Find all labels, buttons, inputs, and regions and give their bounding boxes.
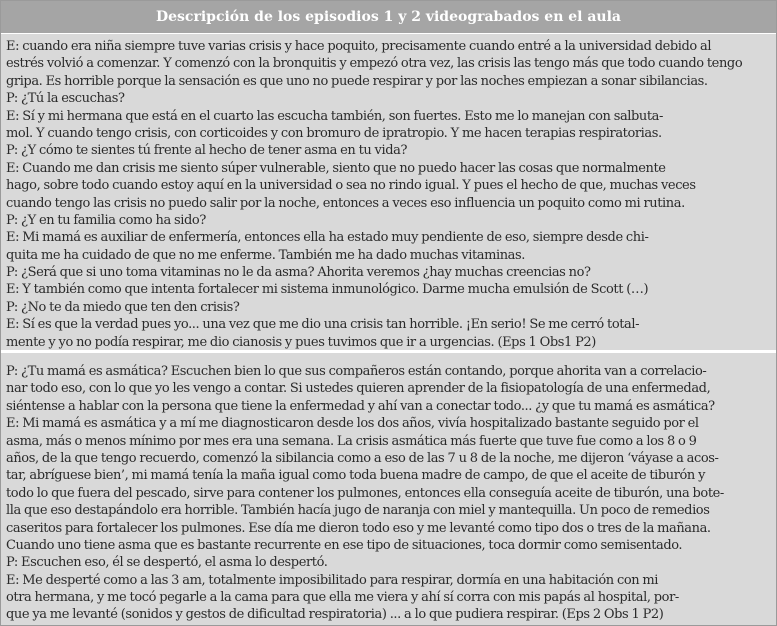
transcript-line: que ya me levanté (sonidos y gestos de dificultad respiratoria) ... a lo que pudiera respirar. (Eps 2 Obs 1 P2) [6, 607, 664, 623]
transcript-line: P: ¿Tú la escuchas? [6, 91, 125, 107]
transcript-line: mol. Y cuando tengo crisis, con corticoides y con bromuro de ipratropio. Y me hacen terapias respiratorias. [6, 125, 662, 141]
transcript-line: P: ¿Y en tu familia como ha sido? [6, 212, 206, 228]
table-header-title: Descripción de los episodios 1 y 2 videograbados en el aula [1, 1, 776, 34]
transcript-line: E: Sí y mi hermana que está en el cuarto las escucha también, son fuertes. Esto me lo manejan con salbuta- [6, 108, 663, 124]
transcript-line: mente y yo no podía respirar, me dio cianosis y pues tuvimos que ir a urgencias. (Eps 1 Obs1 P2) [6, 334, 596, 350]
transcript-line: E: Cuando me dan crisis me siento súper vulnerable, siento que no puedo hacer las cosas que normalmente [6, 160, 666, 176]
transcript-line: otra hermana, y me tocó pegarle a la cama para que ella me viera y ahí sí corra con mis papás al hospital, por- [6, 590, 679, 606]
transcript-line: E: Sí es que la verdad pues yo... una vez que me dio una crisis tan horrible. ¡En serio! Se me cerró total- [6, 317, 640, 333]
transcript-line: estrés volvió a comenzar. Y comenzó con la bronquitis y empezó otra vez, las crisis las tengo más que todo cuando tengo [6, 56, 743, 72]
transcript-line: todo lo que fuera del pescado, sirve para contener los pulmones, entonces ella conseguía aceite de tiburón, una bote- [6, 485, 724, 501]
transcript-line: cuando tengo las crisis no puedo salir por la noche, entonces a veces eso influencia un poquito como mi rutina. [6, 195, 685, 211]
transcript-line: siéntense a hablar con la persona que tiene la enfermedad y ahí van a conectar todo... ¿y que tu mamá es asmática? [6, 398, 715, 414]
transcript-line: E: Mi mamá es auxiliar de enfermería, entonces ella ha estado muy pendiente de eso, siempre desde chi- [6, 230, 649, 246]
transcript-line: años, de la que tengo recuerdo, comenzó la sibilancia como a eso de las 7 u 8 de la noche, me dijeron ‘váyase a acos- [6, 450, 719, 466]
transcript-line: P: ¿No te da miedo que ten den crisis? [6, 299, 240, 315]
transcript-line: tar, abríguese bien’, mi mamá tenía la maña igual como toda buena madre de campo, de que el aceite de tiburón y [6, 468, 706, 484]
transcript-line: E: cuando era niña siempre tuve varias crisis y hace poquito, precisamente cuando entré a la universidad debido al [6, 39, 712, 54]
transcript-line: P: ¿Y cómo te sientes tú frente al hecho de tener asma en tu vida? [6, 143, 407, 159]
transcript-line: nar todo eso, con lo que yo les vengo a contar. Si ustedes quieren aprender de la fisiopatología de una enfermedad, [6, 381, 711, 397]
transcript-line: E: Y también como que intenta fortalecer mi sistema inmunológico. Darme mucha emulsión de Scott (…) [6, 282, 649, 298]
episode-2-cell [1, 353, 776, 625]
transcript-line: asma, más o menos mínimo por mes era una semana. La crisis asmática más fuerte que tuve fue como a los 8 o 9 [6, 433, 697, 449]
transcript-line: quita me ha cuidado de que no me enferme. También me ha dado muchas vitaminas. [6, 247, 525, 263]
transcript-line: gripa. Es horrible porque la sensación es que uno no puede respirar y por las noches empiezan a sonar sibilancias. [6, 73, 708, 89]
transcript-line: P: Escuchen eso, él se despertó, el asma lo despertó. [6, 555, 328, 571]
transcript-line: P: ¿Será que si uno toma vitaminas no le da asma? Ahorita veremos ¿hay muchas creencias no? [6, 265, 591, 281]
transcript-line: E: Me desperté como a las 3 am, totalmente imposibilitado para respirar, dormía en una habitación con mi [6, 572, 659, 588]
transcript-line: lla que eso destapándolo era horrible. También hacía jugo de naranja con miel y mantequilla. Un poco de remedios [6, 503, 710, 519]
episode-1-cell [1, 34, 776, 350]
transcript-line: Cuando uno tiene asma que es bastante recurrente en ese tipo de situaciones, toca dormir como semisentado. [6, 537, 683, 553]
transcript-line: P: ¿Tu mamá es asmática? Escuchen bien lo que sus compañeros están contando, porque ahorita van a correlacio- [6, 364, 707, 379]
transcript-line: caseritos para fortalecer los pulmones. Ese día me dieron todo eso y me levanté como tipo dos o tres de la mañana. [6, 520, 711, 536]
transcript-line: hago, sobre todo cuando estoy aquí en la universidad o sea no rindo igual. Y pues el hecho de que, muchas veces [6, 178, 696, 194]
transcript-line: E: Mi mamá es asmática y a mí me diagnosticaron desde los dos años, vivía hospitalizado bastante seguido por el [6, 416, 699, 432]
